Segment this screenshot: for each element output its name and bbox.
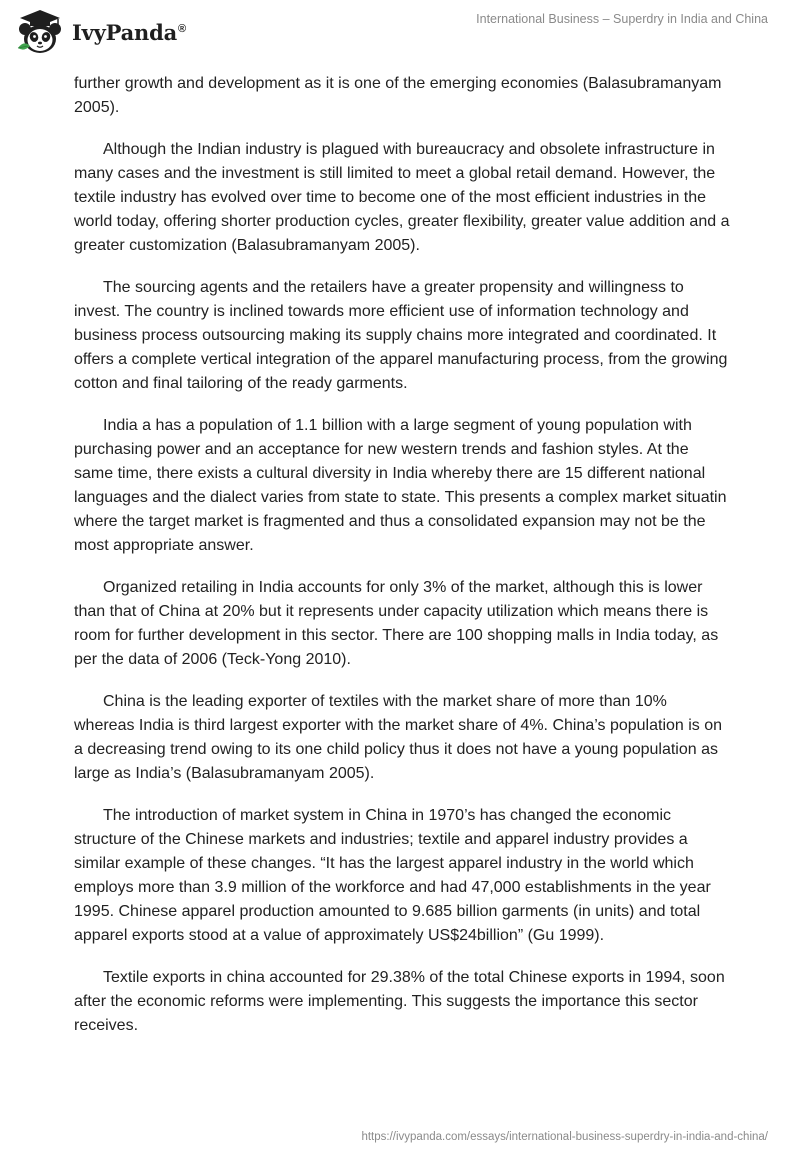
paragraph: Although the Indian industry is plagued with bureaucracy and obsolete infrastructure in many cases and the investment is still limited to meet a global retail demand. However, the textile industry has evolved over time to become one of the most efficient industries in the world today, offering shorter production cycles, greater flexibility, greater value addition and a greater customization (Balasubramanyam 2005). (74, 141, 730, 254)
document-title: International Business – Superdry in India and China (476, 12, 768, 26)
ivypanda-logo[interactable] (14, 8, 204, 56)
paragraph: further growth and development as it is one of the emerging economies (Balasubramanyam 2005). (74, 75, 722, 116)
paragraph: China is the leading exporter of textiles with the market share of more than 10% whereas India is third largest exporter with the market share of 4%. China’s population is on a decreasing trend owing to its one child policy thus it does not have a young population as large as India’s (Balasubramanyam 2005). (74, 693, 723, 782)
essay-body (74, 72, 730, 1056)
brand-name: IvyPanda® (72, 19, 186, 45)
paragraph: India a has a population of 1.1 billion with a large segment of young population with purchasing power and an acceptance for new western trends and fashion styles. At the same time, there exists a cultural diversity in India whereby there are 15 different national languages and the dialect varies from state to state. This presents a complex market situatin where the target market is fragmented and thus a consolidated expansion may not be the most appropriate answer. (74, 417, 727, 554)
paragraph: The sourcing agents and the retailers have a greater propensity and willingness to invest. The country is inclined towards more efficient use of information technology and business process outsourcing making its supply chains more integrated and coordinated. It offers a complete vertical integration of the apparel manufacturing process, from the growing cotton and final tailoring of the ready garments. (74, 279, 728, 392)
paragraph: Textile exports in china accounted for 29.38% of the total Chinese exports in 1994, soon after the economic reforms were implementing. This suggests the importance this sector receives. (74, 969, 725, 1034)
panda-graduate-icon (14, 8, 66, 56)
source-url-link[interactable]: https://ivypanda.com/essays/international-business-superdry-in-india-and-china/ (361, 1131, 768, 1143)
page-header (0, 0, 800, 64)
paragraph: Organized retailing in India accounts for only 3% of the market, although this is lower than that of China at 20% but it represents under capacity utilization which means there is room for further development in this sector. There are 100 shopping malls in India today, as per the data of 2006 (Teck-Yong 2010). (74, 579, 719, 668)
registered-mark: ® (178, 22, 186, 35)
paragraph: The introduction of market system in China in 1970’s has changed the economic structure of the Chinese markets and industries; textile and apparel industry provides a similar example of these changes. “It has the largest apparel industry in the world which employs more than 3.9 million of the workforce and had 47,000 establishments in the year 1995. Chinese apparel production amounted to 9.685 billion garments (in units) and total apparel exports stood at a value of approximately US$24billion” (Gu 1999). (74, 807, 711, 944)
